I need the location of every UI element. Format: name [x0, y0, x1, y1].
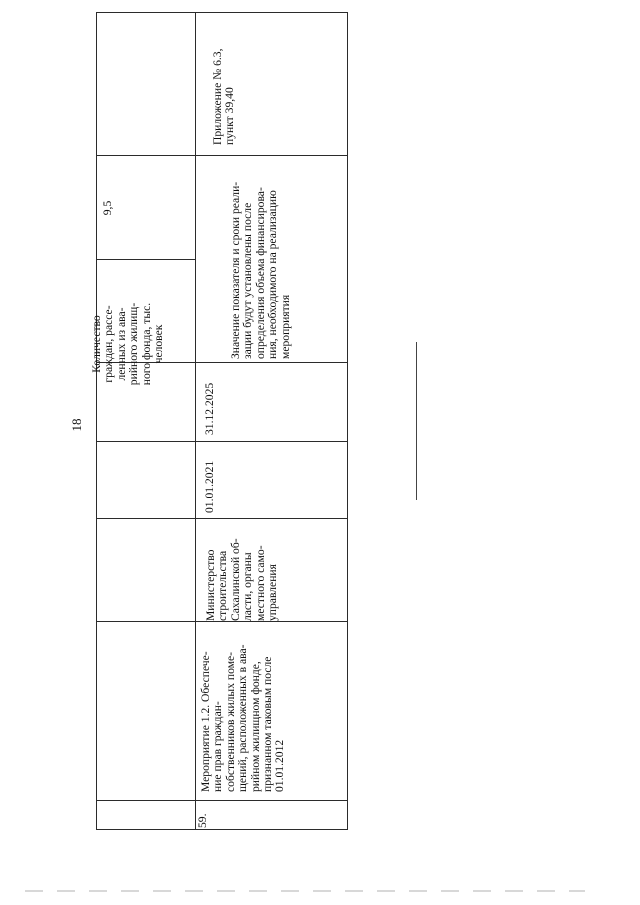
page-number: 18 [69, 418, 84, 432]
table-border-bottom [96, 829, 348, 830]
scan-artifact [25, 890, 585, 892]
indicator-value: 9,5 [101, 200, 114, 216]
col-separator-1 [96, 155, 348, 156]
reference-text: Приложение № 6.3, пункт 39,40 [211, 48, 237, 145]
table-border-left [96, 12, 97, 830]
col-separator-3 [96, 441, 348, 442]
row-separator [195, 12, 196, 830]
executor-text: Министерство строительства Сахалинской об- ласти, органы местного само- управления [204, 538, 280, 621]
table-border-right [347, 12, 348, 830]
note-text: Значение показателя и сроки реали- зации будут установлены после определения объема финансирова- ния, необходимого на реализацию мероприятия [229, 181, 292, 359]
end-date: 31.12.2025 [203, 382, 216, 435]
signature-line [416, 342, 417, 500]
measure-text: Мероприятие 1.2. Обеспече- ние прав граждан- собственников жилых поме- щений, расположенных в ава- рийном жилищном фонде, признанном таковым после 01.01.2012 [199, 644, 287, 792]
col-separator-6 [96, 800, 348, 801]
indicator-label: Количество граждан, рассе- ленных из ава- рийного жилищ- ного фонда, тыс. человек [90, 302, 166, 386]
indicator-separator [96, 259, 196, 260]
row-number: 59. [196, 813, 209, 828]
table-border-top [96, 12, 348, 13]
col-separator-4 [96, 518, 348, 519]
start-date: 01.01.2021 [203, 460, 216, 513]
